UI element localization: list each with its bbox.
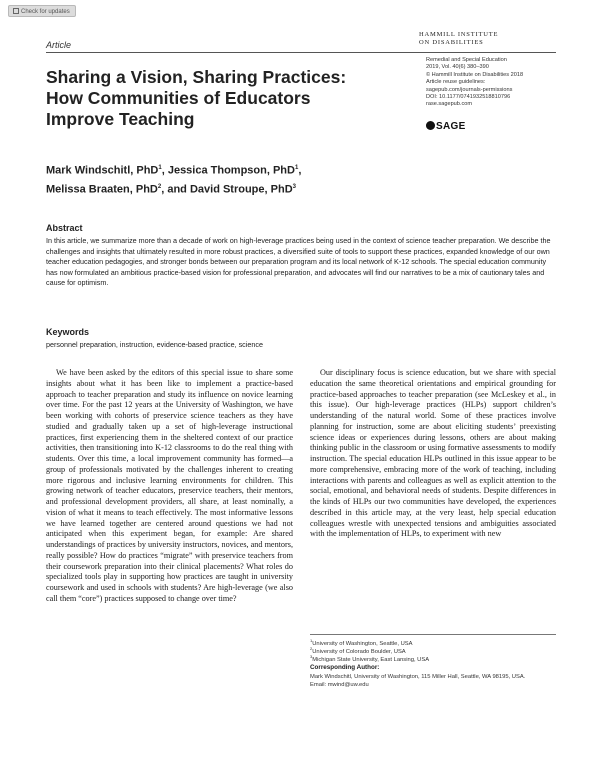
article-type-label: Article [46,40,72,50]
sage-circle-icon [426,121,435,130]
check-for-updates-badge[interactable] [8,5,76,17]
checkbox-icon [13,8,19,14]
footnote-3 [310,653,556,664]
keywords-heading: Keywords [46,327,90,337]
permissions-link[interactable]: sagepub.com/journals-permissions [426,86,513,93]
corresponding-author-address: Mark Windschitl, University of Washington, 115 Miller Hall, Seattle, WA 98195, USA. [310,674,526,680]
badge-label: Check for updates [21,9,70,15]
footnote-rule [310,634,556,635]
author-4-affil: 3 [292,183,296,190]
corresponding-author [310,673,546,689]
header-rule [46,52,556,53]
publisher-name: SAGE [436,121,466,132]
author-3-affil: 2 [157,183,162,190]
doi-line[interactable]: DOI: 10.1177/0741932518810796 [426,94,511,101]
reuse-guidelines: Article reuse guidelines: [426,79,486,86]
corresponding-author-email[interactable]: Email: mwind@uw.edu [310,682,369,689]
journal-logo-line1: HAMMILL INSTITUTE [419,31,499,38]
author-3: Melissa Braaten, PhD [46,183,158,196]
footnote-1-text: University of Washington, Seattle, USA [312,640,413,647]
article-title: Sharing a Vision, Sharing Practices: How Communities of Educators Improve Teaching [46,67,347,129]
footnote-2-mark: 2 [310,646,313,651]
body-column-left: We have been asked by the editors of this special issue to share some insights about what it has been like to implement a practice-based approach to teacher preparation and study its influence on novice learning over time. For the past 12 years at the University of Washington, we have been working with cohorts of preservice science teachers as they have studied and gradually taken up a set of high-leverage instructional practices, first experiencing them in the sheltered context of our practice activities, then transitioning into K-12 classrooms to do the real thing with students. Over this time, a local improvement community has formed—a group of professionals motivated by the challenges inherent to creating more rigorous and inclusive learning environments for children. This growing network of teacher educators, preservice teachers, their mentors, and professional development providers, all share, at least nominally, a vision of what it means to teach effectively. The most informative lessons we have learned together are centered around questions we had not anticipated when this experiment began, for example: Are shared understandings of practices by university instructors, novices, and mentors, really possible? How do practices “migrate” with preservice teachers from their coursework preparation into their clinical placements? What roles do specialized tools play in supporting how practices are taught in university coursework and used in schools with students? Are high-leverage (we also call them “core”) practices supposed to change over time? [46,368,293,603]
author-4: and David Stroupe, PhD [167,183,293,196]
keywords-text: personnel preparation, instruction, evidence-based practice, science [46,340,263,349]
author-2-affil: 1 [294,165,299,171]
author-1-affil: 1 [158,165,162,171]
author-list: Mark Windschitl, PhD$^1$, Jessica Thompson, PhD$^1$, Melissa Braaten, PhD$^2$, and David Stroupe, PhD$^3$ [46,164,302,196]
body-column-right: Our disciplinary focus is science education, but we share with special education the same theoretical orientations and empirical grounding for practice-based approaches to teacher preparation (see McLeskey et al., in this issue). Our high-leverage practices (HLPs) support children’s understanding of the natural world. Some of these practices involve planning for instruction, some are about eliciting students’ preexisting science ideas or experiences during lessons, others are about making thinking public in the classroom or using formative assessments to modify instruction. The special education HLPs outlined in this issue appear to be more comprehensive, embracing more of the work of teaching, including interactions with parents and colleagues as well as explicit attention to the social, emotional, and behavioral needs of students. Despite differences in the kinds of HLPs our two communities have developed, the experiences described in this article may, at the very least, help special education colleagues wrestle with unexpected tensions and ambiguities associated with the implementation of HLPs, to experiment with new [310,368,556,539]
copyright-line: © Hammill Institute on Disabilities 2018 [426,71,524,78]
journal-logo [419,31,498,47]
journal-logo-line2: ON DISABILITIES [419,39,484,46]
author-1: Mark Windschitl, PhD [46,164,159,177]
footnote-1-mark: 1 [310,638,313,643]
author-2: Jessica Thompson, PhD [167,164,295,177]
corresponding-author-heading: Corresponding Author: [310,664,380,671]
footnote-3-mark: 3 [310,654,313,659]
abstract-text: In this article, we summarize more than a decade of work on high-leverage practices being used in the context of science teacher preparation. We describe the challenges and insights that ultimately resulted in more robust practices, a diversified suite of tools to support these practices, expanded knowledge of our own teacher education pedagogies, and stronger bonds between our preparation program and its local network of K-12 schools. The special education community has now formulated an ambitious practice-based vision for professional preparation, and advocates will find our narratives to be a mix of cautionary tales and cause for optimism. [46,236,551,288]
journal-url[interactable]: rase.sagepub.com [426,101,473,108]
journal-volume: 2019, Vol. 40(6) 380–390 [426,64,489,71]
journal-meta [426,57,566,109]
journal-name: Remedial and Special Education [426,57,507,63]
footnote-2-text: University of Colorado Boulder, USA [312,648,406,655]
abstract-heading: Abstract [46,223,83,233]
footnote-3-text: Michigan State University, East Lansing, USA [312,656,430,663]
publisher-logo [426,121,466,132]
